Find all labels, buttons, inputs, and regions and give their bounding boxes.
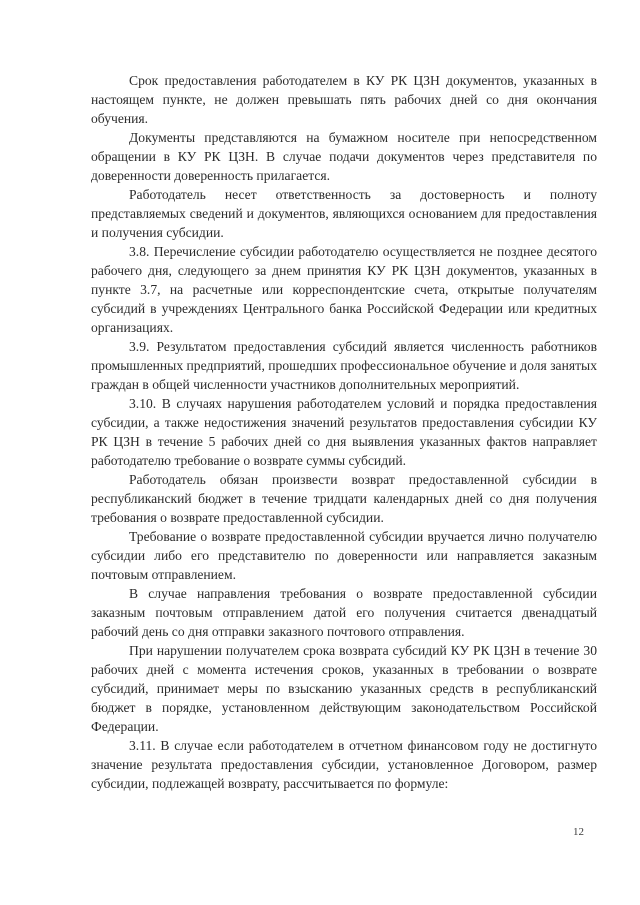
paragraph-3-8-transfer: 3.8. Перечисление субсидии работодателю осуществляется не позднее десятого рабочего дня, следующего за днем принятия КУ РК ЦЗН документов, указанных в пункте 3.7, на расчетные или корреспондентские счета, открытые получателям субсидий в учреждениях Центрального банка Российской Федерации или кредитных организациях. xyxy=(91,244,597,335)
paragraph-refund-obligation: Работодатель обязан произвести возврат предоставленной субсидии в республиканский бюджет в течение тридцати календарных дней со дня получения требования о возврате предоставленной субсидии. xyxy=(91,472,597,525)
paragraph-registered-mail: В случае направления требования о возврате предоставленной субсидии заказным почтовым отправлением датой его получения считается двенадцатый рабочий день со дня отправки заказного почтового отправления. xyxy=(91,586,597,639)
paragraph-3-11-formula: 3.11. В случае если работодателем в отчетном финансовом году не достигнуто значение результата предоставления субсидии, установленное Договором, размер субсидии, подлежащей возврату, рассчитывается по формуле: xyxy=(91,738,597,791)
paragraph-employer-responsibility: Работодатель несет ответственность за достоверность и полноту представляемых сведений и документов, являющихся основанием для предоставления и получения субсидии. xyxy=(91,187,597,240)
paragraph-recovery-measures: При нарушении получателем срока возврата субсидий КУ РК ЦЗН в течение 30 рабочих дней с момента истечения сроков, указанных в требовании о возврате субсидий, принимает меры по взысканию указанных средств в республиканский бюджет в порядке, установленном действующим законодательством Российской Федерации. xyxy=(91,643,597,734)
paragraph-3-9-result: 3.9. Результатом предоставления субсидий является численность работников промышленных предприятий, прошедших профессиональное обучение и доля занятых граждан в общей численности участников дополнительных мероприятий. xyxy=(91,339,597,392)
paragraph-document-deadline: Срок предоставления работодателем в КУ РК ЦЗН документов, указанных в настоящем пункте, не должен превышать пять рабочих дней со дня окончания обучения. xyxy=(91,73,597,126)
paragraph-paper-submission: Документы представляются на бумажном носителе при непосредственном обращении в КУ РК ЦЗН. В случае подачи документов через представителя по доверенности доверенность прилагается. xyxy=(91,130,597,183)
page-number: 12 xyxy=(573,826,584,838)
paragraph-refund-demand-delivery: Требование о возврате предоставленной субсидии вручается лично получателю субсидии либо его представителю по доверенности или направляется заказным почтовым отправлением. xyxy=(91,529,597,582)
document-page xyxy=(91,71,597,793)
paragraph-3-10-violation: 3.10. В случаях нарушения работодателем условий и порядка предоставления субсидии, а также недостижения значений результатов предоставления субсидии КУ РК ЦЗН в течение 5 рабочих дней со дня выявления указанных фактов направляет работодателю требование о возврате суммы субсидий. xyxy=(91,396,597,468)
